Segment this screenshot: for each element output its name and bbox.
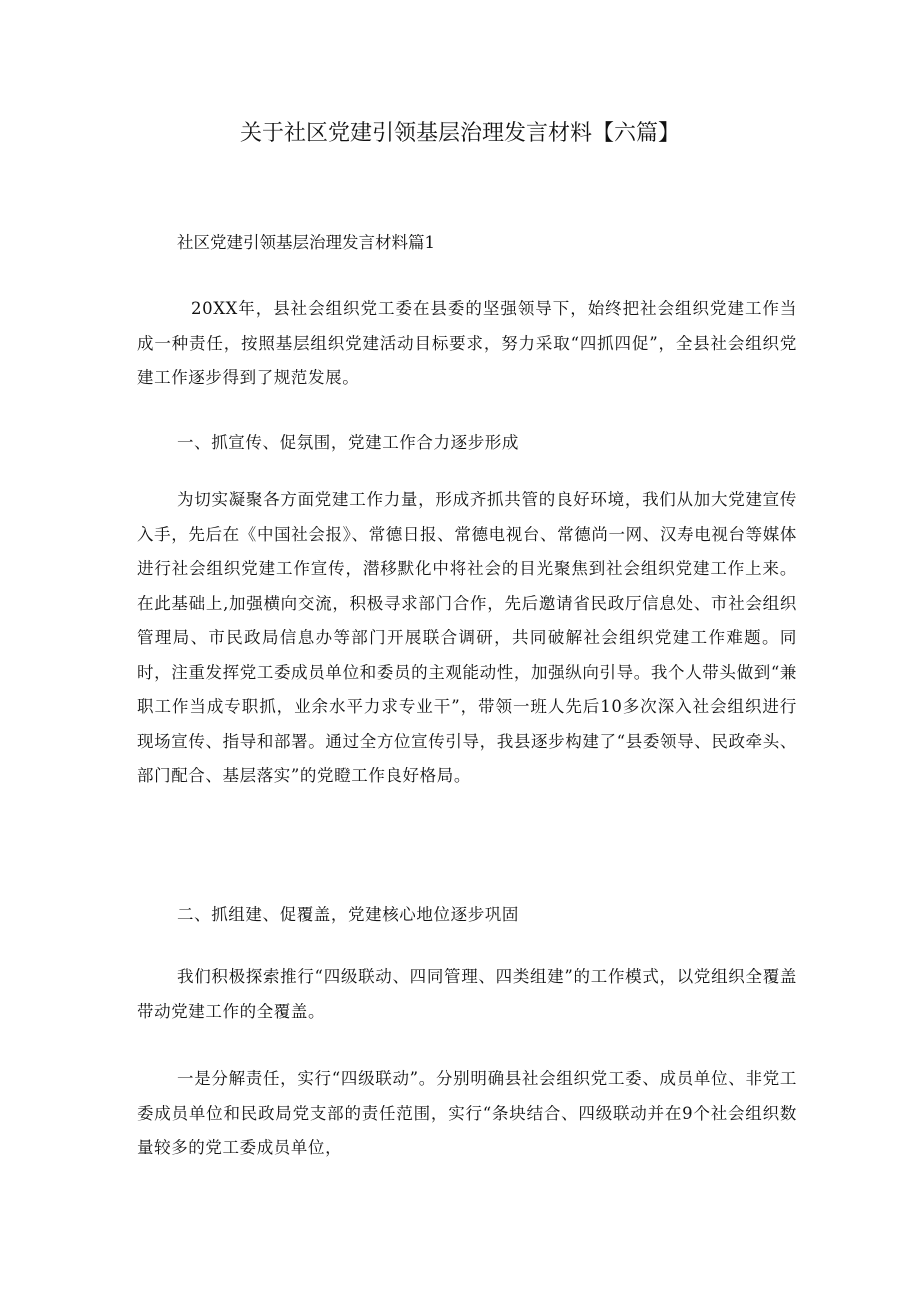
paragraph-intro: 20XX年，县社会组织党工委在县委的坚强领导下，始终把社会组织党建工作当成一种责任，按照基层组织党建活动目标要求，努力采取“四抓四促”，全县社会组织党建工作逐步得到了规范发展。 (137, 299, 797, 387)
paragraph-responsibility: 一是分解责任，实行“四级联动”。分别明确县社会组织党工委、成员单位、非党工委成员单位和民政局党支部的责任范围，实行“条块结合、四级联动并在9个社会组织数量较多的党工委成员单位， (137, 1069, 797, 1157)
section-title: 社区党建引领基层治理发言材料篇1 (177, 233, 435, 252)
paragraph-model: 我们积极探索推行“四级联动、四同管理、四类组建”的工作模式，以党组织全覆盖带动党建工作的全覆盖。 (137, 967, 797, 1021)
paragraph-publicity: 为切实凝聚各方面党建工作力量，形成齐抓共管的良好环境，我们从加大党建宣传入手，先后在《中国社会报》、常德日报、常德电视台、常德尚一网、汉寿电视台等媒体进行社会组织党建工作宣传，潜移默化中将社会的目光聚焦到社会组织党建工作上来。在此基础上,加强横向交流，积极寻求部门合作，先后邀请省民政厅信息处、市社会组织管理局、市民政局信息办等部门开展联合调研，共同破解社会组织党建工作难题。同时，注重发挥党工委成员单位和委员的主观能动性，加强纵向引导。我个人带头做到“兼职工作当成专职抓，业余水平力求专业干”，带领一班人先后10多次深入社会组织进行现场宣传、指导和部署。通过全方位宣传引导，我县逐步构建了“县委领导、民政牵头、部门配合、基层落实”的党瞪工作良好格局。 (137, 490, 797, 785)
heading-two: 二、抓组建、促覆盖，党建核心地位逐步巩固 (177, 905, 519, 924)
document-title: 关于社区党建引领基层治理发言材料【六篇】 (239, 121, 680, 146)
heading-one: 一、抓宣传、促氛围，党建工作合力逐步形成 (177, 433, 519, 452)
